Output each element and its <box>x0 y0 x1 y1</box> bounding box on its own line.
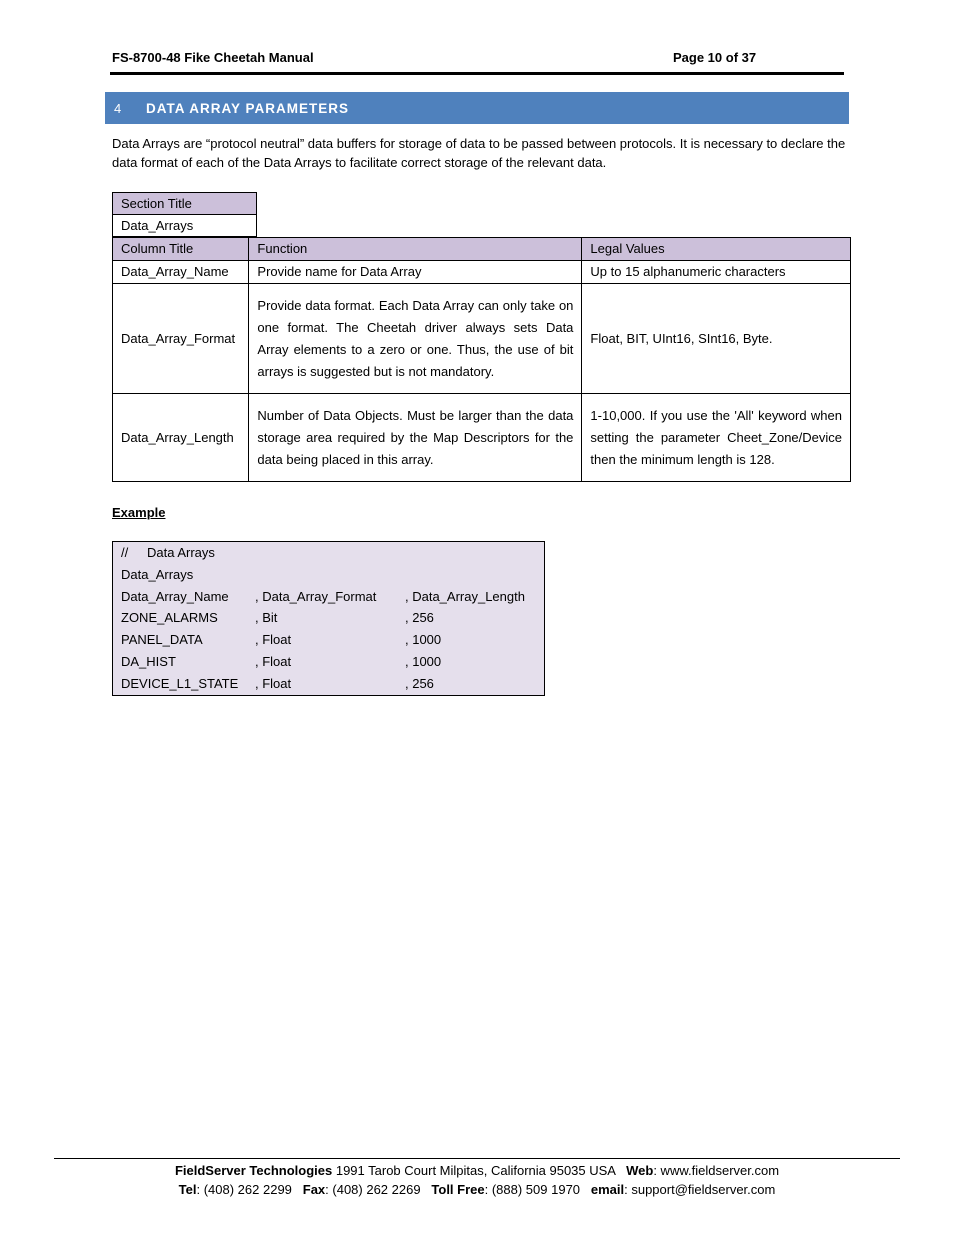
row-function: Provide name for Data Array <box>249 261 582 284</box>
footer-web-label: Web <box>626 1163 654 1178</box>
footer-rule <box>54 1158 900 1159</box>
row-legal-values: Up to 15 alphanumeric characters <box>582 261 851 284</box>
column-header-title: Column Title <box>113 238 249 261</box>
section-title-header: Section Title <box>113 193 257 215</box>
code-format: , Float <box>255 675 292 691</box>
footer-email: : support@fieldserver.com <box>624 1182 776 1197</box>
code-length: , 256 <box>405 610 434 626</box>
footer-email-label: email <box>590 1182 625 1197</box>
footer-fax: : (408) 262 2269 <box>325 1182 432 1197</box>
column-header-function: Function <box>249 238 582 261</box>
row-column-title: Data_Array_Name <box>113 261 249 284</box>
table-row <box>113 394 851 482</box>
code-columns-line <box>113 586 544 608</box>
code-comment-line <box>113 542 544 564</box>
document-title: FS-8700-48 Fike Cheetah Manual <box>112 50 314 65</box>
code-length: , 1000 <box>405 653 442 669</box>
code-name: PANEL_DATA <box>121 632 203 648</box>
footer-web: : www.fieldserver.com <box>653 1163 780 1178</box>
page-number: Page 10 of 37 <box>673 50 757 65</box>
row-function: Number of Data Objects. Must be larger than the data storage area required by the Map Descriptors for the data being placed in this array. <box>249 394 582 482</box>
code-length: , 256 <box>405 675 434 691</box>
section-title: DATA ARRAY PARAMETERS <box>146 100 350 116</box>
code-col-name: Data_Array_Name <box>121 588 229 604</box>
code-row <box>113 673 544 695</box>
comment-text: Data Arrays <box>147 545 215 560</box>
footer-tollfree-label: Toll Free <box>431 1182 485 1197</box>
section-title-table <box>112 192 257 237</box>
section-heading <box>105 92 849 124</box>
code-name: DA_HIST <box>121 653 176 669</box>
column-parameters-table <box>112 237 851 482</box>
code-section: Data_Arrays <box>121 566 194 582</box>
footer-tollfree: : (888) 509 1970 <box>484 1182 591 1197</box>
footer-tel-label: Tel <box>178 1182 197 1197</box>
section-title-value: Data_Arrays <box>113 215 257 237</box>
table-row <box>113 261 851 284</box>
example-label: Example <box>112 505 166 520</box>
code-row <box>113 651 544 673</box>
row-legal-values: Float, BIT, UInt16, SInt16, Byte. <box>582 284 851 394</box>
code-format: , Float <box>255 653 292 669</box>
code-col-format: , Data_Array_Format <box>255 588 377 604</box>
example-code-box <box>112 541 545 696</box>
table-row <box>113 284 851 394</box>
code-format: , Bit <box>255 610 278 626</box>
footer-address: 1991 Tarob Court Milpitas, California 95035 USA <box>332 1163 627 1178</box>
row-column-title: Data_Array_Format <box>113 284 249 394</box>
row-column-title: Data_Array_Length <box>113 394 249 482</box>
row-function: Provide data format. Each Data Array can only take on one format. The Cheetah driver always sets Data Array elements to a zero or one. Thus, the use of bit arrays is suggested but is not mandatory. <box>249 284 582 394</box>
header-rule <box>110 72 844 75</box>
code-row <box>113 629 544 651</box>
footer-fax-label: Fax <box>302 1182 326 1197</box>
footer-tel: : (408) 262 2299 <box>196 1182 303 1197</box>
comment-marker: // <box>121 545 129 560</box>
footer-line-1 <box>0 1163 954 1178</box>
code-section-line <box>113 564 544 586</box>
code-row <box>113 607 544 629</box>
section-number: 4 <box>114 100 122 116</box>
code-name: DEVICE_L1_STATE <box>121 675 239 691</box>
code-name: ZONE_ALARMS <box>121 610 218 626</box>
code-col-length: , Data_Array_Length <box>405 588 525 604</box>
column-header-legal-values: Legal Values <box>582 238 851 261</box>
intro-paragraph: Data Arrays are “protocol neutral” data buffers for storage of data to be passed between protocols. It is necessary to declare the data format of each of the Data Arrays to facilitate correct storage of the relevant data. <box>112 136 846 170</box>
footer-line-2 <box>0 1182 954 1197</box>
code-length: , 1000 <box>405 632 442 648</box>
footer-company: FieldServer Technologies <box>174 1163 333 1178</box>
code-format: , Float <box>255 632 292 648</box>
row-legal-values: 1-10,000. If you use the 'All' keyword when setting the parameter Cheet_Zone/Device then the minimum length is 128. <box>582 394 851 482</box>
